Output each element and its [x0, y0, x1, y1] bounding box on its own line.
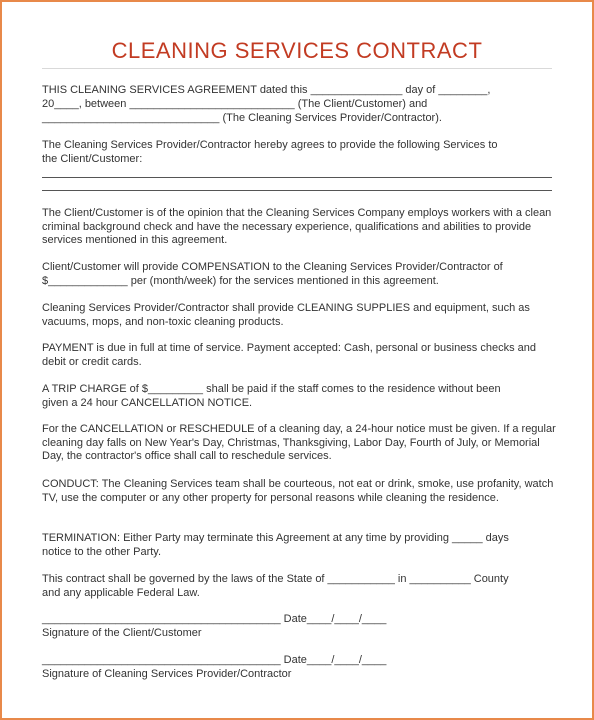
provider-signature-label: Signature of Cleaning Services Provider/Contractor [42, 668, 292, 680]
services-line-1: The Cleaning Services Provider/Contractor hereby agrees to provide the following Services to [42, 139, 498, 151]
trip-charge-line-2: given a 24 hour CANCELLATION NOTICE. [42, 397, 253, 409]
services-blank-line-2 [42, 190, 552, 191]
title-divider [42, 68, 552, 69]
intro-line-3: _____________________________ (The Cleaning Services Provider/Contractor). [42, 112, 442, 124]
services-line-2: the Client/Customer: [42, 153, 143, 165]
intro-line-1: THIS CLEANING SERVICES AGREEMENT dated this _______________ day of ________, [42, 84, 491, 96]
supplies-paragraph: Cleaning Services Provider/Contractor shall provide CLEANING SUPPLIES and equipment, such as vacuums, mops, and non-toxic cleaning products. [42, 302, 530, 328]
payment-paragraph: PAYMENT is due in full at time of service. Payment accepted: Cash, personal or business checks and debit or credit cards. [42, 342, 537, 368]
governing-law-line-1: This contract shall be governed by the laws of the State of ___________ in __________ County [42, 573, 509, 585]
cancellation-paragraph: For the CANCELLATION or RESCHEDULE of a cleaning day, a 24-hour notice must be given. If a regular cleaning day falls on New Year's Day, Christmas, Thanksgiving, Labor Day, Fourth of July, or Memorial Day, the contractor's office shall call to reschedule services. [42, 423, 556, 462]
governing-law-line-2: and any applicable Federal Law. [42, 587, 200, 599]
services-blank-line-1 [42, 177, 552, 178]
trip-charge-line-1: A TRIP CHARGE of $_________ shall be paid if the staff comes to the residence without been [42, 383, 501, 395]
termination-line-1: TERMINATION: Either Party may terminate this Agreement at any time by providing _____ days [42, 532, 509, 544]
client-signature-label: Signature of the Client/Customer [42, 627, 202, 639]
compensation-line-1: Client/Customer will provide COMPENSATION to the Cleaning Services Provider/Contractor of [42, 261, 503, 273]
client-signature-line: _______________________________________ Date____/____/____ [42, 613, 387, 625]
termination-line-2: notice to the other Party. [42, 546, 162, 558]
intro-line-2: 20____, between ___________________________ (The Client/Customer) and [42, 98, 428, 110]
provider-signature-line: _______________________________________ Date____/____/____ [42, 654, 387, 666]
opinion-paragraph: The Client/Customer is of the opinion that the Cleaning Services Company employs workers with a clean criminal background check and have the necessary experience, qualifications and abilities to provide services mentioned in this agreement. [42, 207, 552, 246]
contract-title: CLEANING SERVICES CONTRACT [111, 38, 483, 63]
compensation-line-2: $_____________ per (month/week) for the services mentioned in this agreement. [42, 275, 439, 287]
conduct-paragraph: CONDUCT: The Cleaning Services team shall be courteous, not eat or drink, smoke, use profanity, watch TV, use the computer or any other property for personal reasons while cleaning the residence. [42, 478, 554, 504]
